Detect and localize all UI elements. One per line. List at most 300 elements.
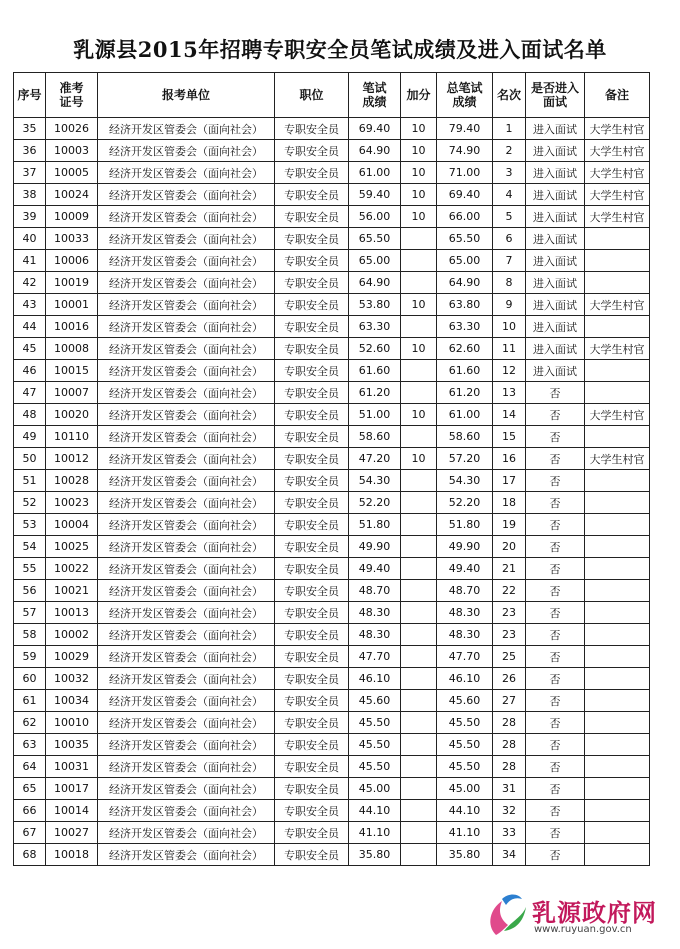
cell-unit: 经济开发区管委会（面向社会） [98,690,275,712]
cell-exam-id: 10009 [46,206,98,228]
cell-seq: 41 [14,250,46,272]
cell-note [585,492,650,514]
cell-total-score: 63.80 [437,294,493,316]
table-row [14,624,650,646]
cell-exam-id: 10022 [46,558,98,580]
table-row [14,646,650,668]
cell-rank: 18 [493,492,526,514]
cell-note: 大学生村官 [585,404,650,426]
cell-unit: 经济开发区管委会（面向社会） [98,360,275,382]
cell-interview: 否 [526,624,585,646]
cell-bonus [401,668,437,690]
table-row [14,206,650,228]
cell-seq: 62 [14,712,46,734]
cell-note [585,250,650,272]
cell-interview: 进入面试 [526,360,585,382]
cell-bonus [401,316,437,338]
score-table [13,72,650,866]
cell-total-score: 48.70 [437,580,493,602]
cell-exam-id: 10002 [46,624,98,646]
cell-rank: 32 [493,800,526,822]
cell-seq: 63 [14,734,46,756]
cell-exam-id: 10025 [46,536,98,558]
cell-total-score: 79.40 [437,118,493,140]
cell-rank: 6 [493,228,526,250]
cell-rank: 14 [493,404,526,426]
cell-seq: 52 [14,492,46,514]
cell-note [585,822,650,844]
cell-seq: 66 [14,800,46,822]
cell-note [585,734,650,756]
cell-written-score: 61.60 [349,360,401,382]
cell-interview: 否 [526,514,585,536]
cell-total-score: 45.50 [437,734,493,756]
cell-written-score: 48.30 [349,602,401,624]
cell-written-score: 49.90 [349,536,401,558]
table-row [14,294,650,316]
table-row [14,470,650,492]
cell-rank: 2 [493,140,526,162]
cell-total-score: 45.00 [437,778,493,800]
cell-bonus [401,492,437,514]
cell-position: 专职安全员 [275,448,349,470]
cell-bonus [401,360,437,382]
cell-position: 专职安全员 [275,690,349,712]
table-row [14,162,650,184]
cell-rank: 27 [493,690,526,712]
cell-total-score: 45.50 [437,712,493,734]
cell-rank: 4 [493,184,526,206]
table-row [14,580,650,602]
cell-seq: 43 [14,294,46,316]
table-body [14,118,650,866]
cell-note: 大学生村官 [585,338,650,360]
cell-exam-id: 10110 [46,426,98,448]
watermark-url: www.ruyuan.gov.cn [534,924,632,935]
cell-rank: 5 [493,206,526,228]
cell-interview: 否 [526,668,585,690]
table-row [14,228,650,250]
cell-interview: 否 [526,470,585,492]
cell-bonus [401,624,437,646]
table-row [14,382,650,404]
cell-total-score: 49.90 [437,536,493,558]
col-header-position: 职位 [275,73,349,118]
cell-unit: 经济开发区管委会（面向社会） [98,250,275,272]
cell-bonus [401,734,437,756]
cell-position: 专职安全员 [275,822,349,844]
cell-unit: 经济开发区管委会（面向社会） [98,492,275,514]
cell-bonus [401,690,437,712]
cell-total-score: 65.50 [437,228,493,250]
cell-written-score: 48.30 [349,624,401,646]
cell-position: 专职安全员 [275,536,349,558]
cell-interview: 进入面试 [526,228,585,250]
cell-interview: 否 [526,536,585,558]
table-row [14,492,650,514]
cell-position: 专职安全员 [275,360,349,382]
cell-position: 专职安全员 [275,646,349,668]
cell-position: 专职安全员 [275,162,349,184]
cell-rank: 33 [493,822,526,844]
cell-position: 专职安全员 [275,580,349,602]
cell-unit: 经济开发区管委会（面向社会） [98,162,275,184]
cell-written-score: 45.50 [349,712,401,734]
cell-rank: 22 [493,580,526,602]
cell-position: 专职安全员 [275,118,349,140]
cell-position: 专职安全员 [275,778,349,800]
cell-note [585,712,650,734]
cell-bonus [401,580,437,602]
cell-bonus [401,514,437,536]
cell-total-score: 52.20 [437,492,493,514]
cell-seq: 56 [14,580,46,602]
cell-interview: 进入面试 [526,316,585,338]
col-header-bonus: 加分 [401,73,437,118]
cell-interview: 进入面试 [526,162,585,184]
cell-bonus [401,470,437,492]
cell-note [585,844,650,866]
cell-total-score: 45.50 [437,756,493,778]
col-header-total-score: 总笔试 成绩 [437,73,493,118]
cell-exam-id: 10019 [46,272,98,294]
table-row [14,778,650,800]
cell-note: 大学生村官 [585,140,650,162]
cell-bonus: 10 [401,206,437,228]
cell-unit: 经济开发区管委会（面向社会） [98,580,275,602]
cell-written-score: 44.10 [349,800,401,822]
cell-unit: 经济开发区管委会（面向社会） [98,668,275,690]
cell-written-score: 63.30 [349,316,401,338]
cell-total-score: 45.60 [437,690,493,712]
cell-note [585,316,650,338]
cell-seq: 65 [14,778,46,800]
cell-rank: 10 [493,316,526,338]
cell-total-score: 35.80 [437,844,493,866]
cell-total-score: 44.10 [437,800,493,822]
cell-exam-id: 10017 [46,778,98,800]
cell-note: 大学生村官 [585,206,650,228]
cell-seq: 40 [14,228,46,250]
cell-unit: 经济开发区管委会（面向社会） [98,602,275,624]
cell-rank: 23 [493,624,526,646]
cell-bonus: 10 [401,140,437,162]
cell-exam-id: 10007 [46,382,98,404]
cell-bonus [401,646,437,668]
cell-unit: 经济开发区管委会（面向社会） [98,140,275,162]
cell-note: 大学生村官 [585,118,650,140]
cell-total-score: 41.10 [437,822,493,844]
cell-unit: 经济开发区管委会（面向社会） [98,272,275,294]
cell-exam-id: 10015 [46,360,98,382]
cell-rank: 7 [493,250,526,272]
cell-note [585,514,650,536]
cell-interview: 否 [526,580,585,602]
cell-unit: 经济开发区管委会（面向社会） [98,470,275,492]
cell-rank: 15 [493,426,526,448]
cell-interview: 否 [526,558,585,580]
cell-total-score: 62.60 [437,338,493,360]
document-title: 乳源县2015年招聘专职安全员笔试成绩及进入面试名单 [73,37,607,62]
cell-exam-id: 10028 [46,470,98,492]
cell-seq: 57 [14,602,46,624]
cell-exam-id: 10006 [46,250,98,272]
table-row [14,514,650,536]
cell-exam-id: 10020 [46,404,98,426]
cell-exam-id: 10026 [46,118,98,140]
cell-rank: 3 [493,162,526,184]
cell-seq: 42 [14,272,46,294]
table-row [14,668,650,690]
cell-rank: 8 [493,272,526,294]
cell-exam-id: 10029 [46,646,98,668]
cell-unit: 经济开发区管委会（面向社会） [98,756,275,778]
cell-position: 专职安全员 [275,602,349,624]
cell-unit: 经济开发区管委会（面向社会） [98,558,275,580]
cell-exam-id: 10021 [46,580,98,602]
cell-note [585,228,650,250]
cell-total-score: 74.90 [437,140,493,162]
cell-written-score: 65.00 [349,250,401,272]
cell-exam-id: 10027 [46,822,98,844]
cell-seq: 50 [14,448,46,470]
cell-position: 专职安全员 [275,140,349,162]
table-row [14,756,650,778]
col-header-interview: 是否进入 面试 [526,73,585,118]
cell-bonus [401,602,437,624]
cell-note: 大学生村官 [585,448,650,470]
cell-written-score: 56.00 [349,206,401,228]
cell-written-score: 61.20 [349,382,401,404]
cell-position: 专职安全员 [275,206,349,228]
cell-unit: 经济开发区管委会（面向社会） [98,624,275,646]
cell-total-score: 57.20 [437,448,493,470]
cell-seq: 45 [14,338,46,360]
cell-rank: 21 [493,558,526,580]
cell-interview: 否 [526,646,585,668]
cell-note [585,624,650,646]
cell-exam-id: 10033 [46,228,98,250]
cell-position: 专职安全员 [275,338,349,360]
table-row [14,734,650,756]
cell-total-score: 48.30 [437,602,493,624]
cell-interview: 进入面试 [526,338,585,360]
cell-interview: 进入面试 [526,140,585,162]
table-row [14,184,650,206]
cell-position: 专职安全员 [275,800,349,822]
cell-unit: 经济开发区管委会（面向社会） [98,316,275,338]
cell-bonus: 10 [401,294,437,316]
cell-written-score: 69.40 [349,118,401,140]
cell-interview: 否 [526,822,585,844]
cell-note [585,470,650,492]
cell-written-score: 47.70 [349,646,401,668]
cell-seq: 60 [14,668,46,690]
cell-position: 专职安全员 [275,514,349,536]
cell-bonus: 10 [401,448,437,470]
cell-interview: 否 [526,734,585,756]
cell-unit: 经济开发区管委会（面向社会） [98,778,275,800]
cell-note [585,580,650,602]
cell-unit: 经济开发区管委会（面向社会） [98,822,275,844]
cell-written-score: 61.00 [349,162,401,184]
cell-total-score: 64.90 [437,272,493,294]
cell-note [585,536,650,558]
watermark-text: 乳源政府网 [532,898,657,927]
cell-unit: 经济开发区管委会（面向社会） [98,382,275,404]
cell-exam-id: 10016 [46,316,98,338]
cell-interview: 进入面试 [526,294,585,316]
cell-note [585,668,650,690]
col-header-exam-id: 准考 证号 [46,73,98,118]
cell-rank: 19 [493,514,526,536]
table-row [14,338,650,360]
cell-interview: 否 [526,448,585,470]
cell-written-score: 48.70 [349,580,401,602]
cell-seq: 36 [14,140,46,162]
cell-position: 专职安全员 [275,756,349,778]
cell-rank: 1 [493,118,526,140]
cell-written-score: 53.80 [349,294,401,316]
cell-seq: 46 [14,360,46,382]
cell-position: 专职安全员 [275,294,349,316]
cell-seq: 38 [14,184,46,206]
cell-total-score: 61.20 [437,382,493,404]
cell-unit: 经济开发区管委会（面向社会） [98,844,275,866]
cell-rank: 26 [493,668,526,690]
cell-bonus [401,250,437,272]
cell-seq: 59 [14,646,46,668]
col-header-unit: 报考单位 [98,73,275,118]
cell-exam-id: 10031 [46,756,98,778]
cell-note [585,690,650,712]
cell-written-score: 52.20 [349,492,401,514]
table-row [14,140,650,162]
cell-position: 专职安全员 [275,228,349,250]
cell-written-score: 54.30 [349,470,401,492]
cell-bonus: 10 [401,184,437,206]
table-row [14,800,650,822]
cell-unit: 经济开发区管委会（面向社会） [98,448,275,470]
cell-bonus: 10 [401,118,437,140]
cell-exam-id: 10004 [46,514,98,536]
cell-interview: 否 [526,800,585,822]
cell-bonus [401,822,437,844]
cell-total-score: 51.80 [437,514,493,536]
col-header-seq: 序号 [14,73,46,118]
cell-written-score: 64.90 [349,272,401,294]
cell-unit: 经济开发区管委会（面向社会） [98,646,275,668]
cell-unit: 经济开发区管委会（面向社会） [98,184,275,206]
cell-seq: 48 [14,404,46,426]
cell-exam-id: 10032 [46,668,98,690]
cell-bonus: 10 [401,404,437,426]
cell-total-score: 46.10 [437,668,493,690]
cell-rank: 20 [493,536,526,558]
cell-seq: 39 [14,206,46,228]
cell-rank: 16 [493,448,526,470]
cell-written-score: 47.20 [349,448,401,470]
cell-note [585,778,650,800]
cell-written-score: 49.40 [349,558,401,580]
site-watermark [482,891,672,943]
cell-bonus [401,272,437,294]
cell-interview: 否 [526,712,585,734]
cell-interview: 否 [526,844,585,866]
cell-position: 专职安全员 [275,470,349,492]
cell-bonus [401,382,437,404]
cell-written-score: 64.90 [349,140,401,162]
cell-unit: 经济开发区管委会（面向社会） [98,404,275,426]
cell-seq: 61 [14,690,46,712]
cell-unit: 经济开发区管委会（面向社会） [98,426,275,448]
cell-position: 专职安全员 [275,844,349,866]
cell-seq: 47 [14,382,46,404]
cell-total-score: 61.60 [437,360,493,382]
cell-bonus [401,228,437,250]
cell-written-score: 41.10 [349,822,401,844]
cell-written-score: 45.50 [349,734,401,756]
cell-interview: 否 [526,690,585,712]
table-row [14,822,650,844]
table-row [14,602,650,624]
cell-bonus [401,426,437,448]
cell-seq: 64 [14,756,46,778]
cell-position: 专职安全员 [275,382,349,404]
cell-position: 专职安全员 [275,492,349,514]
cell-total-score: 54.30 [437,470,493,492]
cell-written-score: 58.60 [349,426,401,448]
cell-total-score: 71.00 [437,162,493,184]
table-row [14,250,650,272]
table-row [14,118,650,140]
cell-unit: 经济开发区管委会（面向社会） [98,118,275,140]
cell-interview: 否 [526,404,585,426]
cell-unit: 经济开发区管委会（面向社会） [98,712,275,734]
cell-total-score: 63.30 [437,316,493,338]
site-logo-icon [482,891,528,939]
cell-position: 专职安全员 [275,184,349,206]
cell-position: 专职安全员 [275,734,349,756]
cell-note [585,382,650,404]
cell-seq: 44 [14,316,46,338]
cell-written-score: 52.60 [349,338,401,360]
cell-total-score: 66.00 [437,206,493,228]
cell-exam-id: 10005 [46,162,98,184]
cell-note: 大学生村官 [585,184,650,206]
cell-interview: 否 [526,492,585,514]
cell-position: 专职安全员 [275,558,349,580]
cell-note: 大学生村官 [585,162,650,184]
cell-interview: 否 [526,426,585,448]
cell-rank: 25 [493,646,526,668]
cell-rank: 31 [493,778,526,800]
cell-position: 专职安全员 [275,404,349,426]
cell-interview: 进入面试 [526,272,585,294]
cell-exam-id: 10003 [46,140,98,162]
cell-interview: 进入面试 [526,250,585,272]
cell-total-score: 65.00 [437,250,493,272]
cell-note [585,360,650,382]
cell-seq: 37 [14,162,46,184]
cell-total-score: 47.70 [437,646,493,668]
cell-total-score: 69.40 [437,184,493,206]
cell-position: 专职安全员 [275,624,349,646]
cell-exam-id: 10012 [46,448,98,470]
table-row [14,272,650,294]
cell-note [585,646,650,668]
cell-unit: 经济开发区管委会（面向社会） [98,338,275,360]
